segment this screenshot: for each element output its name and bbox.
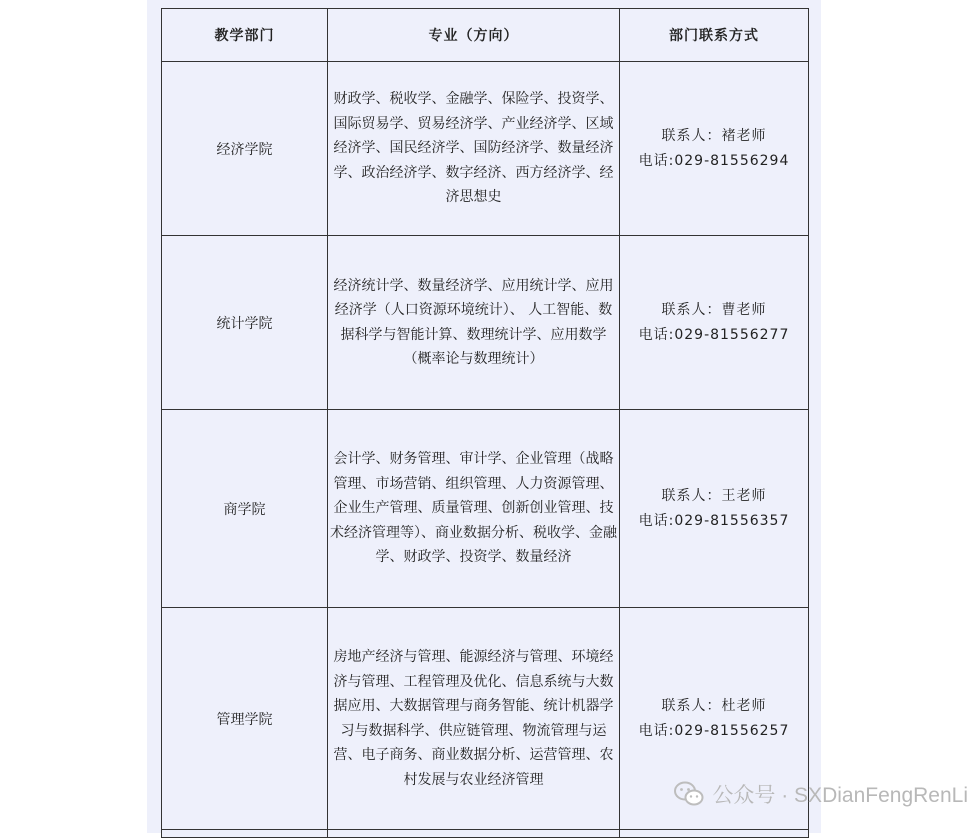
contact-person: 联系人：曹老师: [620, 298, 808, 323]
table-header-row: [162, 9, 809, 62]
header-department: 教学部门: [162, 9, 328, 62]
majors-cell: 财政学、税收学、金融学、保险学、投资学、国际贸易学、贸易经济学、产业经济学、区域经济学、国民经济学、国防经济学、数量经济学、政治经济学、数字经济、西方经济学、经济思想史: [328, 62, 620, 236]
contact-cell: [620, 236, 809, 410]
contact-phone: 电话:029-81556357: [620, 509, 808, 534]
empty-cell: [162, 830, 328, 838]
watermark: [674, 779, 968, 809]
empty-cell: [620, 830, 809, 838]
header-contact: 部门联系方式: [620, 9, 809, 62]
header-major: 专业（方向）: [328, 9, 620, 62]
contact-phone: 电话:029-81556294: [620, 149, 808, 174]
table-row: [162, 236, 809, 410]
contact-person: 联系人：王老师: [620, 484, 808, 509]
table-row: [162, 410, 809, 608]
department-cell: 统计学院: [162, 236, 328, 410]
contact-person: 联系人：杜老师: [620, 694, 808, 719]
table-row-partial: [162, 830, 809, 838]
contact-cell: [620, 410, 809, 608]
department-cell: 经济学院: [162, 62, 328, 236]
watermark-text: 公众号 · SXDianFengRenLi: [712, 779, 968, 809]
wechat-icon: [674, 781, 704, 807]
contact-person: 联系人：褚老师: [620, 124, 808, 149]
table-row: [162, 62, 809, 236]
majors-cell: 经济统计学、数量经济学、应用统计学、应用经济学（人口资源环境统计）、 人工智能、数据科学与智能计算、数理统计学、应用数学（概率论与数理统计）: [328, 236, 620, 410]
majors-cell: 会计学、财务管理、审计学、企业管理（战略管理、市场营销、组织管理、人力资源管理、企业生产管理、质量管理、创新创业管理、技术经济管理等）、商业数据分析、税收学、金融学、财政学、投资学、数量经济: [328, 410, 620, 608]
empty-cell: [328, 830, 620, 838]
department-cell: 商学院: [162, 410, 328, 608]
majors-cell: 房地产经济与管理、能源经济与管理、环境经济与管理、工程管理及优化、信息系统与大数据应用、大数据管理与商务智能、统计机器学习与数据科学、供应链管理、物流管理与运营、电子商务、商业数据分析、运营管理、农村发展与农业经济管理: [328, 608, 620, 830]
department-cell: 管理学院: [162, 608, 328, 830]
contact-cell: [620, 62, 809, 236]
contact-phone: 电话:029-81556257: [620, 719, 808, 744]
department-table: [161, 8, 809, 838]
contact-phone: 电话:029-81556277: [620, 323, 808, 348]
